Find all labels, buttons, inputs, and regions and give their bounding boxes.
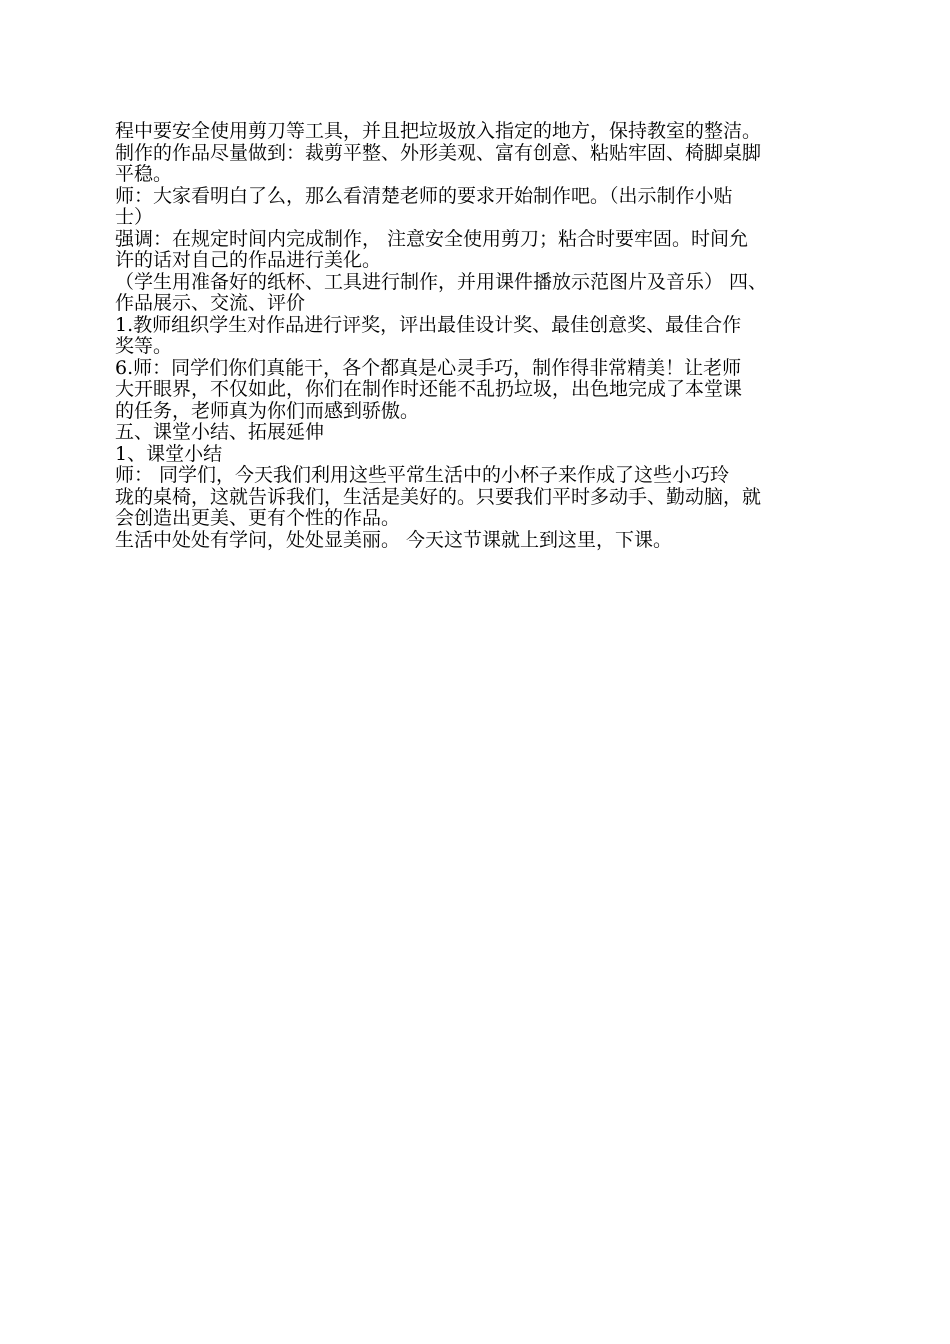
text-line: 士） [115, 206, 154, 228]
text-line: 奖等。 [115, 335, 173, 357]
section-heading: 五、课堂小结、拓展延伸 [115, 421, 325, 443]
text-line: 程中要安全使用剪刀等工具，并且把垃圾放入指定的地方，保持教室的整洁。 [115, 120, 762, 142]
section-heading: 作品展示、交流、评价 [115, 292, 306, 314]
text-line: 强调：在规定时间内完成制作， 注意安全使用剪刀；粘合时要牢固。时间允 [115, 227, 749, 250]
text-line: 珑的桌椅，这就告诉我们，生活是美好的。只要我们平时多动手、勤动脑，就 [115, 485, 762, 508]
subsection-heading: 1、课堂小结 [115, 442, 223, 465]
text-line: 1.教师组织学生对作品进行评奖，评出最佳设计奖、最佳创意奖、最佳合作 [115, 313, 742, 336]
text-line: 6.师：同学们你们真能干，各个都真是心灵手巧，制作得非常精美！让老师 [115, 356, 742, 379]
document-body [115, 121, 855, 551]
text-line: 会创造出更美、更有个性的作品。 [115, 507, 401, 529]
text-line: （学生用准备好的纸杯、工具进行制作，并用课件播放示范图片及音乐） 四、 [115, 270, 768, 293]
text-line: 制作的作品尽量做到：裁剪平整、外形美观、富有创意、粘贴牢固、椅脚桌脚 [115, 141, 762, 164]
text-line: 的任务，老师真为你们而感到骄傲。 [115, 399, 420, 422]
text-line: 师：大家看明白了么，那么看清楚老师的要求开始制作吧。（出示制作小贴 [115, 184, 733, 207]
text-line: 师： 同学们，今天我们利用这些平常生活中的小杯子来作成了这些小巧玲 [115, 464, 730, 486]
text-line: 生活中处处有学问，处处显美丽。 今天这节课就上到这里，下课。 [115, 528, 673, 551]
text-line: 许的话对自己的作品进行美化。 [115, 249, 382, 271]
text-line: 大开眼界，不仅如此，你们在制作时还能不乱扔垃圾，出色地完成了本堂课 [115, 378, 743, 400]
text-line: 平稳。 [115, 163, 173, 185]
